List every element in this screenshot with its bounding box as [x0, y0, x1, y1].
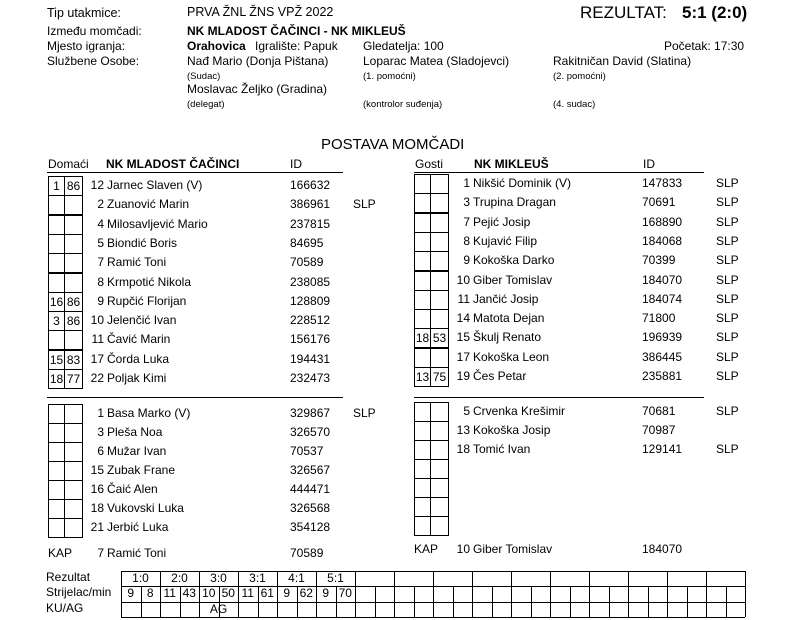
score-scorer-cell: 50: [221, 586, 235, 600]
away-player-id: 386445: [642, 349, 683, 364]
home-player-name: Ramić Toni: [107, 255, 167, 270]
home-player-box-a[interactable]: [48, 480, 65, 500]
away-player-slp: SLP: [716, 233, 739, 248]
home-player-name: Čavić Marin: [107, 332, 171, 347]
home-player-slp: SLP: [353, 197, 376, 212]
away-player-id: 70681: [642, 404, 676, 418]
official-delegate-role: (delegat): [187, 99, 225, 110]
away-id-header: ID: [643, 157, 655, 171]
away-player-id: 71800: [642, 311, 676, 326]
score-row-label: Rezultat: [46, 570, 91, 584]
score-grid-vline: [550, 571, 551, 617]
home-player-box-a[interactable]: 15: [48, 350, 65, 370]
home-player-name: Poljak Kimi: [107, 371, 167, 385]
score-result-cell: 1:0: [132, 571, 149, 585]
home-id-header: ID: [290, 157, 302, 171]
home-player-name: Biondić Boris: [107, 235, 178, 250]
score-scorer-cell: 70: [338, 586, 352, 600]
home-player-number: 2: [97, 197, 104, 212]
home-player-id: 228512: [290, 313, 331, 328]
score-row-label: KU/AG: [46, 601, 84, 615]
away-player-number: 11: [457, 291, 470, 306]
home-player-name: Jarnec Slaven (V): [107, 178, 203, 192]
score-result-cell: 5:1: [327, 571, 344, 585]
home-player-number: 1: [97, 406, 104, 420]
score-grid-vline: [648, 586, 649, 617]
away-player-number: 17: [456, 349, 470, 364]
score-grid-vline: [472, 571, 473, 617]
away-player-box-b[interactable]: [430, 213, 449, 233]
away-player-name: Trupina Dragan: [473, 195, 556, 210]
away-captain-id: 184070: [642, 542, 683, 556]
home-player-box-a[interactable]: [48, 442, 65, 462]
score-scorer-cell: 43: [182, 586, 196, 600]
away-player-number: 9: [463, 253, 470, 268]
home-player-number: 4: [97, 216, 104, 231]
away-player-box-a[interactable]: [414, 421, 431, 441]
score-scorer-cell: 11: [163, 586, 176, 600]
away-player-name: Crvenka Krešimir: [473, 404, 566, 418]
away-player-name: Pejić Josip: [473, 214, 531, 229]
home-player-box-b[interactable]: [64, 273, 83, 293]
home-player-id: 70589: [290, 255, 324, 270]
home-player-box-b[interactable]: 83: [64, 350, 83, 370]
home-player-number: 17: [90, 351, 104, 366]
official-assistant-1: Loparac Matea (Sladojevci): [363, 54, 510, 68]
away-player-box-b[interactable]: 53: [430, 328, 449, 348]
away-player-box-a[interactable]: 18: [414, 328, 431, 348]
home-player-id: 386961: [290, 197, 331, 212]
away-player-number: 7: [463, 214, 470, 229]
score-grid-vline: [453, 586, 454, 617]
score-grid-vline: [706, 571, 707, 617]
home-captain-name: Ramić Toni: [107, 546, 167, 560]
score-scorer-cell: 9: [322, 586, 330, 600]
official-assistant-1-role: (1. pomoćni): [363, 71, 416, 82]
away-player-box-b[interactable]: [430, 232, 449, 252]
away-player-number: 14: [456, 311, 470, 326]
izmedu-label: Između momčadi:: [47, 24, 142, 38]
away-player-number: 1: [463, 176, 470, 190]
away-player-id: 70987: [642, 423, 676, 437]
score-scorer-cell: 9: [283, 586, 291, 600]
away-player-name: Matota Dejan: [473, 311, 545, 326]
score-scorer-cell: 62: [299, 586, 313, 600]
away-team-name: NK MIKLEUŠ: [474, 157, 549, 171]
away-player-name: Giber Tomislav: [473, 272, 553, 287]
away-player-name: Kokoška Darko: [473, 253, 555, 268]
home-player-number: 5: [97, 235, 104, 250]
score-scorer-cell: 10: [202, 586, 216, 600]
away-player-box-a[interactable]: [414, 213, 431, 233]
score-grid-vline: [726, 586, 727, 617]
lineup-title: POSTAVA MOMČADI: [321, 136, 465, 153]
score-row-label: Strijelac/min: [46, 585, 112, 599]
home-player-box-b[interactable]: [64, 234, 83, 254]
away-player-box-b[interactable]: [430, 402, 449, 422]
away-player-slp: SLP: [716, 442, 739, 456]
away-player-box-b[interactable]: [430, 251, 449, 271]
home-player-name: Krmpotić Nikola: [107, 274, 192, 289]
away-player-box-b[interactable]: [430, 193, 449, 213]
home-player-name: Vukovski Luka: [107, 501, 184, 515]
home-captain-id: 70589: [290, 546, 324, 560]
away-player-box-b[interactable]: [430, 174, 449, 194]
home-player-number: 15: [90, 463, 104, 477]
away-player-box-b[interactable]: [430, 421, 449, 441]
score-scorer-cell: 9: [127, 586, 135, 600]
tip-label: Tip utakmice:: [47, 6, 121, 20]
home-player-box-b[interactable]: [64, 518, 83, 538]
away-empty-box-b[interactable]: [430, 516, 449, 536]
away-player-box-a[interactable]: [414, 290, 431, 310]
home-player-box-b[interactable]: [64, 330, 83, 350]
match-title: NK MLADOST ČAČINCI - NK MIKLEUŠ: [187, 24, 406, 38]
kickoff-time: Početak: 17:30: [664, 39, 745, 53]
score-scorer-cell: 61: [260, 586, 274, 600]
away-player-box-a[interactable]: [414, 402, 431, 422]
away-player-number: 13: [456, 423, 470, 437]
score-grid-vline: [394, 571, 395, 617]
away-player-name: Nikšić Dominik (V): [473, 176, 572, 190]
competition-name: PRVA ŽNL ŽNS VPŽ 2022: [187, 5, 334, 19]
result-value: 5:1 (2:0): [682, 3, 748, 22]
home-player-number: 6: [97, 444, 104, 458]
away-player-box-b[interactable]: 75: [430, 367, 449, 387]
home-player-id: 326570: [290, 425, 331, 439]
home-player-box-b[interactable]: [64, 461, 83, 481]
score-grid-vline: [745, 571, 746, 617]
away-player-id: 196939: [642, 330, 683, 345]
away-player-name: Kokoška Leon: [473, 349, 550, 364]
away-empty-box-b[interactable]: [430, 459, 449, 479]
away-player-id: 70399: [642, 253, 676, 268]
home-player-number: 8: [97, 274, 104, 289]
home-player-id: 166632: [290, 178, 331, 192]
away-player-name: Tomić Ivan: [473, 442, 531, 456]
home-player-id: 326567: [290, 463, 331, 477]
home-player-box-b[interactable]: [64, 253, 83, 273]
away-player-id: 168890: [642, 214, 683, 229]
home-player-number: 11: [91, 332, 104, 347]
home-player-number: 16: [90, 482, 104, 496]
home-player-box-b[interactable]: 86: [64, 292, 83, 312]
home-player-id: 326568: [290, 501, 331, 515]
away-player-name: Škulj Renato: [473, 330, 542, 345]
venue: Orahovica: [187, 39, 246, 53]
home-player-id: 444471: [290, 482, 331, 496]
home-player-name: Zubak Frane: [107, 463, 176, 477]
home-team-name: NK MLADOST ČAČINCI: [106, 157, 240, 171]
away-player-number: 18: [456, 442, 470, 456]
home-player-number: 9: [97, 293, 104, 308]
home-player-id: 156176: [290, 332, 331, 347]
away-captain-number: 10: [456, 542, 470, 556]
home-captain-number: 7: [97, 546, 104, 560]
score-result-cell: 4:1: [288, 571, 305, 585]
score-grid-vline: [628, 571, 629, 617]
away-side-label: Gosti: [415, 157, 444, 171]
home-player-name: Zuanović Marin: [107, 197, 190, 212]
away-player-name: Kokoška Josip: [473, 423, 551, 437]
home-player-box-a[interactable]: [48, 404, 65, 424]
away-player-name: Jančić Josip: [473, 291, 539, 306]
away-player-box-b[interactable]: [430, 309, 449, 329]
score-kuag-cell: AG: [209, 602, 228, 616]
score-grid-vline: [492, 586, 493, 617]
away-player-name: Čes Petar: [473, 369, 527, 383]
home-player-box-a[interactable]: [48, 215, 65, 235]
home-player-box-a[interactable]: [48, 423, 65, 443]
home-player-number: 12: [90, 178, 104, 192]
home-header-rule: [47, 172, 343, 173]
home-captain-label: KAP: [48, 546, 73, 560]
score-grid-vline: [667, 571, 668, 617]
home-player-id: 237815: [290, 216, 331, 231]
home-player-box-b[interactable]: 86: [64, 311, 83, 331]
away-player-box-a[interactable]: [414, 232, 431, 252]
home-player-box-a[interactable]: [48, 253, 65, 273]
away-empty-box-b[interactable]: [430, 497, 449, 517]
home-side-label: Domaći: [48, 157, 89, 171]
home-player-id: 354128: [290, 520, 331, 534]
away-player-id: 235881: [642, 369, 683, 383]
home-player-name: Čaić Alen: [107, 482, 158, 496]
home-player-id: 194431: [290, 351, 331, 366]
score-scorer-cell: 8: [146, 586, 154, 600]
score-grid-vline: [355, 571, 356, 617]
home-player-box-a[interactable]: [48, 499, 65, 519]
away-empty-box-a[interactable]: [414, 497, 431, 517]
away-captain-name: Giber Tomislav: [473, 542, 553, 556]
away-empty-box-b[interactable]: [430, 478, 449, 498]
away-player-box-b[interactable]: [430, 290, 449, 310]
away-player-slp: SLP: [716, 214, 739, 229]
home-player-id: 232473: [290, 371, 331, 385]
spectators: Gledatelja: 100: [363, 39, 444, 53]
home-player-name: Pleša Noa: [107, 425, 163, 439]
away-player-box-b[interactable]: [430, 271, 449, 291]
home-player-box-b[interactable]: [64, 423, 83, 443]
score-grid-vline: [589, 571, 590, 617]
result-label: REZULTAT:: [580, 3, 667, 22]
away-player-box-a[interactable]: [414, 440, 431, 460]
home-player-box-a[interactable]: [48, 518, 65, 538]
score-result-cell: 3:0: [210, 571, 227, 585]
home-subs-divider: [47, 397, 343, 398]
home-player-box-b[interactable]: [64, 195, 83, 215]
away-captain-label: KAP: [414, 542, 439, 556]
home-player-box-a[interactable]: [48, 461, 65, 481]
official-referee: Nađ Mario (Donja Pištana): [187, 54, 329, 68]
home-player-number: 22: [90, 371, 104, 385]
away-subs-divider: [414, 397, 704, 398]
away-player-id: 184068: [642, 233, 683, 248]
away-player-id: 184070: [642, 272, 683, 287]
home-player-number: 3: [97, 425, 104, 439]
official-assistant-2: Rakitničan David (Slatina): [553, 54, 692, 68]
away-player-slp: SLP: [716, 253, 739, 268]
home-player-box-a[interactable]: [48, 234, 65, 254]
home-player-number: 21: [90, 520, 104, 534]
away-player-slp: SLP: [716, 176, 739, 190]
score-grid-vline: [375, 586, 376, 617]
away-player-box-a[interactable]: [414, 309, 431, 329]
away-player-id: 147833: [642, 176, 683, 190]
away-player-box-a[interactable]: [414, 271, 431, 291]
home-player-id: 329867: [290, 406, 331, 420]
away-player-name: Kujavić Filip: [473, 233, 538, 248]
home-player-number: 7: [97, 255, 104, 270]
pitch: Igralište: Papuk: [255, 39, 338, 53]
away-player-id: 129141: [642, 442, 683, 456]
home-player-box-a[interactable]: [48, 330, 65, 350]
home-player-box-a[interactable]: [48, 195, 65, 215]
away-player-box-a[interactable]: [414, 251, 431, 271]
official-fourth-role: (4. sudac): [553, 99, 596, 110]
mjesto-label: Mjesto igranja:: [47, 39, 126, 53]
home-player-box-b[interactable]: 86: [64, 176, 83, 196]
away-player-box-a[interactable]: [414, 174, 431, 194]
away-player-id: 184074: [642, 291, 683, 306]
home-player-box-a[interactable]: 18: [48, 369, 65, 389]
away-empty-box-a[interactable]: [414, 516, 431, 536]
home-player-name: Jelenčić Ivan: [107, 313, 177, 328]
home-player-box-a[interactable]: [48, 273, 65, 293]
away-player-number: 5: [463, 404, 470, 418]
home-player-box-a[interactable]: 1: [48, 176, 65, 196]
score-result-cell: 2:0: [171, 571, 188, 585]
home-player-name: Mužar Ivan: [107, 444, 167, 458]
away-player-id: 70691: [642, 195, 676, 210]
away-empty-box-a[interactable]: [414, 459, 431, 479]
home-player-name: Rupčić Florijan: [107, 293, 187, 308]
away-player-box-a[interactable]: [414, 193, 431, 213]
home-player-name: Basa Marko (V): [107, 406, 191, 420]
home-player-box-b[interactable]: [64, 499, 83, 519]
official-referee-role: (Sudac): [187, 71, 221, 82]
score-grid-vline: [570, 586, 571, 617]
away-header-rule: [414, 172, 704, 173]
away-player-box-a[interactable]: [414, 348, 431, 368]
home-player-number: 10: [90, 313, 104, 328]
away-empty-box-a[interactable]: [414, 478, 431, 498]
score-grid-vline: [531, 586, 532, 617]
home-player-box-b[interactable]: [64, 442, 83, 462]
home-player-name: Milosavljević Mario: [107, 216, 208, 231]
away-player-slp: SLP: [716, 195, 739, 210]
home-player-box-b[interactable]: [64, 480, 83, 500]
away-player-slp: SLP: [716, 369, 739, 383]
official-assistant-2-role: (2. pomoćni): [553, 71, 606, 82]
score-result-cell: 3:1: [249, 571, 266, 585]
official-delegate: Moslavac Željko (Gradina): [187, 82, 328, 96]
home-player-box-a[interactable]: 3: [48, 311, 65, 331]
score-grid-hline: [121, 617, 745, 618]
home-player-slp: SLP: [353, 406, 376, 420]
away-player-slp: SLP: [716, 404, 739, 418]
home-player-id: 238085: [290, 274, 331, 289]
away-player-box-b[interactable]: [430, 440, 449, 460]
home-player-number: 18: [90, 501, 104, 515]
away-player-box-a[interactable]: 13: [414, 367, 431, 387]
home-player-box-a[interactable]: 16: [48, 292, 65, 312]
away-player-number: 10: [456, 272, 470, 287]
home-player-id: 70537: [290, 444, 324, 458]
away-player-box-b[interactable]: [430, 348, 449, 368]
away-player-slp: SLP: [716, 272, 739, 287]
home-player-name: Jerbić Luka: [107, 520, 169, 534]
home-player-id: 84695: [290, 235, 324, 250]
away-player-slp: SLP: [716, 349, 739, 364]
score-grid-vline: [687, 586, 688, 617]
score-grid-vline: [511, 571, 512, 617]
away-player-slp: SLP: [716, 330, 739, 345]
score-grid-vline: [609, 586, 610, 617]
away-player-number: 8: [463, 233, 470, 248]
home-player-box-b[interactable]: [64, 404, 83, 424]
score-scorer-cell: 11: [241, 586, 254, 600]
away-player-number: 15: [456, 330, 470, 345]
away-player-slp: SLP: [716, 311, 739, 326]
officials-label: Službene Osobe:: [47, 54, 140, 68]
home-player-name: Čorda Luka: [107, 351, 170, 366]
away-player-slp: SLP: [716, 291, 739, 306]
official-controller-role: (kontrolor suđenja): [363, 99, 443, 110]
home-player-box-b[interactable]: 77: [64, 369, 83, 389]
score-grid-vline: [414, 586, 415, 617]
away-player-number: 19: [456, 369, 470, 383]
home-player-id: 128809: [290, 293, 331, 308]
away-player-number: 3: [463, 195, 470, 210]
score-grid-vline: [433, 571, 434, 617]
home-player-box-b[interactable]: [64, 215, 83, 235]
